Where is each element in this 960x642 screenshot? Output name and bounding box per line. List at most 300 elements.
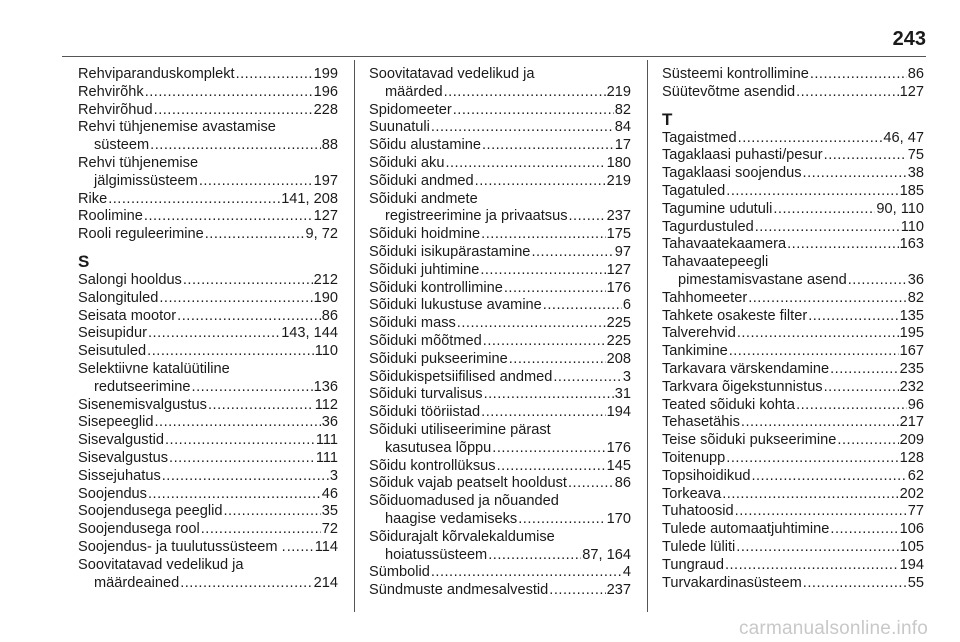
index-entry (78, 226, 338, 244)
index-entry-page-ref: 190 (313, 289, 338, 306)
index-entry (662, 236, 924, 254)
dot-leader (169, 450, 315, 468)
index-entry (369, 369, 631, 387)
index-entry-heading-line: Selektiivne katalüütiline (78, 360, 230, 377)
index-entry-page-ref: 35 (321, 503, 338, 520)
index-entry-page-ref: 84 (614, 119, 631, 136)
index-entry-page-ref: 219 (606, 172, 631, 189)
index-entry (662, 325, 924, 343)
index-entry-term: määrdeained (94, 574, 180, 591)
index-entry (78, 521, 338, 539)
index-entry-term: Salongi hooldus (78, 271, 182, 288)
index-entry-page-ref: 143, 144 (281, 325, 338, 342)
index-letter-heading: T (662, 109, 673, 129)
dot-leader (773, 201, 875, 219)
dot-leader (287, 539, 314, 557)
index-entry-page-ref: 217 (899, 414, 924, 431)
index-entry (78, 539, 338, 557)
dot-leader (145, 84, 313, 102)
dot-leader (735, 503, 907, 521)
index-entry (662, 432, 924, 450)
index-entry (662, 539, 924, 557)
dot-leader (453, 102, 614, 120)
index-entry-term: Toitenupp (662, 449, 726, 466)
index-entry-term: Tahhomeeter (662, 289, 748, 306)
index-entry-term: Sõiduki kontrollimine (369, 279, 503, 296)
index-entry-term: Süütevõtme asendid (662, 83, 796, 100)
index-entry-term: Sõiduki mass (369, 315, 456, 332)
dot-leader (488, 547, 581, 565)
dot-leader (457, 315, 606, 333)
index-entry-page-ref: 46, 47 (883, 129, 924, 146)
index-entry-page-ref: 17 (614, 137, 631, 154)
index-entry (662, 290, 924, 308)
index-entry-page-ref: 170 (606, 510, 631, 527)
index-entry (78, 84, 338, 102)
index-entry-term: Teise sõiduki pukseerimine (662, 432, 837, 449)
index-entry (662, 147, 924, 165)
index-entry-term: Teated sõiduki kohta (662, 396, 796, 413)
column-divider (354, 60, 355, 612)
index-entry-term: Rehvirõhud (78, 101, 153, 118)
index-entry (662, 84, 924, 102)
index-entry-page-ref: 46 (321, 485, 338, 502)
index-entry-term: Rehvirõhk (78, 83, 144, 100)
index-entry-page-ref: 3 (329, 467, 338, 484)
dot-leader (725, 557, 899, 575)
dot-leader (148, 486, 321, 504)
dot-leader (787, 236, 899, 254)
index-entry-term: Sõiduki isikupärastamine (369, 243, 531, 260)
index-entry-page-ref: 36 (321, 414, 338, 431)
index-entry-page-ref: 96 (907, 396, 924, 413)
index-entry-page-ref: 38 (907, 165, 924, 182)
index-entry-term: Sõiduki lukustuse avamine (369, 297, 542, 314)
index-entry-term: Sõidu alustamine (369, 137, 481, 154)
index-entry-term: Tehasetähis (662, 414, 740, 431)
index-entry-term: Turvakardinasüsteem (662, 574, 802, 591)
dot-leader (755, 219, 900, 237)
index-entry-term: pimestamisvastane asend (678, 271, 847, 288)
index-entry-page-ref: 105 (899, 538, 924, 555)
index-entry-term: Sõiduki tööriistad (369, 404, 481, 421)
index-entry (662, 397, 924, 415)
index-entry (369, 333, 631, 351)
index-entry (78, 137, 338, 155)
index-entry-term: süsteem (94, 137, 150, 154)
index-entry-term: Tagaklaasi soojendus (662, 165, 802, 182)
index-entry-heading-line: Sõiduki utiliseerimine pärast (369, 421, 551, 438)
dot-leader (553, 369, 622, 387)
index-entry-term: Tuhatoosid (662, 503, 734, 520)
index-entry-term: Sõidu kontrollüksus (369, 457, 496, 474)
watermark: carmanualsonline.info (738, 618, 928, 639)
index-entry-page-ref: 237 (606, 208, 631, 225)
dot-leader (180, 575, 312, 593)
index-entry (369, 315, 631, 333)
index-entry (78, 486, 338, 504)
index-entry (78, 102, 338, 120)
index-entry-term: Sisevalgustus (78, 449, 169, 466)
index-entry (78, 450, 338, 468)
dot-leader (736, 539, 898, 557)
index-entry-term: Soojendus- ja tuulutussüsteem . (78, 538, 286, 555)
dot-leader (751, 468, 906, 486)
index-entry-term: Sõiduki hoidmine (369, 226, 481, 243)
index-entry-term: Tagumine udutuli (662, 200, 773, 217)
index-entry-page-ref: 111 (315, 449, 338, 466)
index-entry-page-ref: 175 (606, 226, 631, 243)
index-entry-page-ref: 6 (622, 297, 631, 314)
index-entry (369, 351, 631, 369)
index-entry-page-ref: 136 (313, 378, 338, 395)
index-entry (369, 564, 631, 582)
index-entry (662, 183, 924, 201)
index-entry (78, 325, 338, 343)
index-entry-page-ref: 31 (614, 386, 631, 403)
index-entry-page-ref: 225 (606, 315, 631, 332)
index-entry-term: Tungraud (662, 556, 724, 573)
index-entry-page-ref: 194 (606, 404, 631, 421)
dot-leader (183, 272, 313, 290)
index-entry-term: Soojendusega peeglid (78, 503, 223, 520)
index-entry-heading-line: Soovitatavad vedelikud ja (369, 66, 535, 82)
index-entry (662, 414, 924, 432)
dot-leader (568, 475, 614, 493)
index-entry-page-ref: 194 (899, 556, 924, 573)
index-entry-term: Tagatuled (662, 182, 726, 199)
index-entry-page-ref: 110 (900, 218, 924, 235)
dot-leader (808, 308, 898, 326)
index-letter-heading: S (78, 251, 90, 271)
index-entry-page-ref: 4 (622, 564, 631, 581)
index-entry (662, 521, 924, 539)
dot-leader (824, 147, 907, 165)
index-entry-page-ref: 110 (314, 343, 338, 360)
index-entry (369, 440, 631, 458)
index-entry (369, 226, 631, 244)
index-entry-term: Tagurdustuled (662, 218, 754, 235)
index-entry (78, 66, 338, 84)
index-entry-term: Spidomeeter (369, 101, 452, 118)
dot-leader (199, 173, 313, 191)
index-entry (78, 432, 338, 450)
dot-leader (549, 582, 605, 600)
dot-leader (162, 468, 329, 486)
index-entry-term: Seisutuled (78, 343, 147, 360)
index-entry-term: Tarkavara värskendamine (662, 360, 830, 377)
index-entry (662, 468, 924, 486)
index-entry-page-ref: 180 (606, 154, 631, 171)
dot-leader (518, 511, 605, 529)
index-entry-term: Torkeava (662, 485, 722, 502)
index-column-1 (78, 66, 338, 592)
index-entry-page-ref: 135 (899, 307, 924, 324)
index-entry-page-ref: 163 (899, 236, 924, 253)
index-entry-page-ref: 86 (907, 66, 924, 82)
index-entry-term: Tagaistmed (662, 129, 737, 146)
index-entry (662, 66, 924, 84)
index-entry-page-ref: 219 (606, 83, 631, 100)
dot-leader (201, 521, 321, 539)
index-entry-term: Roolimine (78, 208, 143, 225)
index-entry-page-ref: 196 (313, 83, 338, 100)
index-entry-page-ref: 167 (899, 343, 924, 360)
index-entry (369, 582, 631, 600)
dot-leader (830, 521, 898, 539)
index-entry-term: Sõiduki aku (369, 154, 445, 171)
index-entry-page-ref: 82 (614, 101, 631, 118)
index-entry-page-ref: 111 (315, 432, 338, 449)
index-entry-term: haagise vedamiseks (385, 510, 518, 527)
dot-leader (480, 262, 605, 280)
index-entry (78, 308, 338, 326)
index-entry (662, 272, 924, 290)
dot-leader (848, 272, 907, 290)
index-entry-page-ref: 214 (313, 574, 338, 591)
index-entry-heading-line: Tahavaatepeegli (662, 254, 769, 271)
index-entry (369, 84, 631, 102)
index-entry-term: Sõidukispetsiifilised andmed (369, 368, 553, 385)
index-entry-page-ref: 225 (606, 332, 631, 349)
index-entry-page-ref: 228 (313, 101, 338, 118)
index-entry (78, 379, 338, 397)
index-entry-term: Tulede lüliti (662, 538, 736, 555)
index-entry-term: Rehviparanduskomplekt (78, 66, 235, 82)
index-entry-page-ref: 141, 208 (281, 190, 338, 207)
index-entry-page-ref: 209 (899, 432, 924, 449)
dot-leader (208, 397, 314, 415)
index-entry-term: redutseerimine (94, 378, 191, 395)
index-entry-term: Sümbolid (369, 564, 430, 581)
index-entry (369, 262, 631, 280)
index-entry-page-ref: 72 (321, 521, 338, 538)
dot-leader (737, 325, 899, 343)
index-entry-page-ref: 199 (313, 66, 338, 82)
index-entry-term: Salongituled (78, 289, 159, 306)
dot-leader (741, 414, 899, 432)
index-entry-page-ref: 197 (313, 172, 338, 189)
index-entry-heading-line: Rehvi tühjenemise (78, 154, 199, 171)
index-entry-page-ref: 232 (899, 378, 924, 395)
index-entry-page-ref: 195 (899, 325, 924, 342)
index-entry (662, 308, 924, 326)
dot-leader (803, 165, 907, 183)
index-entry (369, 244, 631, 262)
index-entry-term: jälgimissüsteem (94, 172, 198, 189)
index-entry-page-ref: 55 (907, 574, 924, 591)
dot-leader (159, 290, 312, 308)
dot-leader (147, 343, 314, 361)
dot-leader (726, 450, 898, 468)
index-entry (369, 458, 631, 476)
dot-leader (497, 458, 606, 476)
index-entry (369, 475, 631, 493)
index-entry-page-ref: 88 (321, 137, 338, 154)
dot-leader (504, 280, 606, 298)
index-entry (369, 208, 631, 226)
index-entry-page-ref: 176 (606, 279, 631, 296)
dot-leader (236, 66, 313, 84)
index-entry-page-ref: 3 (622, 368, 631, 385)
index-entry (662, 486, 924, 504)
index-entry-term: Tankimine (662, 343, 728, 360)
index-entry-term: Talverehvid (662, 325, 736, 342)
dot-leader (150, 137, 321, 155)
index-entry (369, 386, 631, 404)
header-rule (62, 56, 926, 57)
index-entry-heading-line: Sõiduki andmete (369, 190, 478, 207)
dot-leader (205, 226, 305, 244)
dot-leader (837, 432, 898, 450)
index-entry (369, 173, 631, 191)
index-entry-term: Tulede automaatjuhtimine (662, 521, 830, 538)
index-entry (78, 191, 338, 209)
dot-leader (482, 137, 614, 155)
index-entry (369, 119, 631, 137)
index-entry-page-ref: 9, 72 (305, 226, 338, 243)
index-entry-term: Sõiduki juhtimine (369, 261, 480, 278)
index-entry-term: Sõiduk vajab peatselt hooldust (369, 475, 567, 492)
index-entry (78, 468, 338, 486)
index-entry-page-ref: 176 (606, 439, 631, 456)
index-entry (369, 511, 631, 529)
dot-leader (481, 404, 606, 422)
dot-leader (223, 503, 320, 521)
index-entry (78, 343, 338, 361)
index-entry-term: Sündmuste andmesalvestid (369, 582, 549, 599)
dot-leader (729, 343, 899, 361)
index-entry-term: Soojendusega rool (78, 521, 200, 538)
dot-leader (445, 155, 605, 173)
index-entry (78, 503, 338, 521)
index-column-3 (662, 66, 924, 592)
dot-leader (810, 66, 907, 84)
index-entry (662, 165, 924, 183)
index-entry-term: määrded (385, 83, 443, 100)
dot-leader (154, 102, 313, 120)
index-entry-term: Süsteemi kontrollimine (662, 66, 809, 82)
index-entry (369, 547, 631, 565)
index-entry-term: Seisupidur (78, 325, 147, 342)
dot-leader (796, 397, 907, 415)
index-entry (662, 379, 924, 397)
index-entry-term: Sõiduki mõõtmed (369, 332, 482, 349)
index-entry-page-ref: 127 (313, 208, 338, 225)
index-entry-page-ref: 36 (907, 271, 924, 288)
dot-leader (509, 351, 606, 369)
index-entry-page-ref: 112 (314, 396, 338, 413)
index-entry (662, 450, 924, 468)
index-entry-term: Tahkete osakeste filter (662, 307, 808, 324)
dot-leader (444, 84, 606, 102)
index-entry (369, 137, 631, 155)
dot-leader (431, 119, 614, 137)
index-entry-page-ref: 145 (606, 457, 631, 474)
page-number: 243 (892, 28, 926, 50)
index-entry-heading-line: Sõidurajalt kõrvalekaldumise (369, 528, 555, 545)
index-entry-page-ref: 97 (614, 243, 631, 260)
dot-leader (484, 386, 614, 404)
index-entry-page-ref: 212 (313, 271, 338, 288)
dot-leader (492, 440, 605, 458)
index-entry (662, 130, 924, 148)
index-entry-term: Tahavaatekaamera (662, 236, 787, 253)
dot-leader (483, 333, 606, 351)
dot-leader (531, 244, 613, 262)
index-entry-page-ref: 114 (314, 538, 338, 555)
index-entry-page-ref: 82 (907, 289, 924, 306)
index-entry (662, 361, 924, 379)
index-entry-heading-line: Soovitatavad vedelikud ja (78, 556, 244, 573)
index-entry-term: Rike (78, 190, 108, 207)
index-entry (662, 201, 924, 219)
dot-leader (108, 191, 280, 209)
index-entry (78, 397, 338, 415)
index-entry-term: Seisata mootor (78, 307, 177, 324)
index-entry-page-ref: 77 (907, 503, 924, 520)
dot-leader (738, 130, 883, 148)
index-entry-page-ref: 128 (899, 449, 924, 466)
index-entry-term: hoiatussüsteem (385, 546, 488, 563)
dot-leader (830, 361, 899, 379)
index-entry-page-ref: 235 (899, 360, 924, 377)
column-divider (647, 60, 648, 612)
dot-leader (192, 379, 313, 397)
index-entry-term: Sisepeeglid (78, 414, 154, 431)
index-entry-page-ref: 87, 164 (582, 546, 631, 563)
dot-leader (803, 575, 907, 593)
index-entry-term: Topsihoidikud (662, 467, 751, 484)
index-entry (369, 297, 631, 315)
dot-leader (543, 297, 622, 315)
index-entry-page-ref: 75 (907, 147, 924, 164)
index-entry (662, 575, 924, 593)
index-entry-page-ref: 208 (606, 350, 631, 367)
dot-leader (144, 208, 313, 226)
index-entry-page-ref: 86 (321, 307, 338, 324)
dot-leader (569, 208, 606, 226)
index-entry (662, 557, 924, 575)
index-entry (78, 208, 338, 226)
index-entry-page-ref: 86 (614, 475, 631, 492)
dot-leader (748, 290, 907, 308)
index-entry-page-ref: 127 (606, 261, 631, 278)
index-entry-term: Soojendus (78, 485, 147, 502)
dot-leader (148, 325, 280, 343)
index-entry-term: Sisenemisvalgustus (78, 396, 207, 413)
index-entry (369, 404, 631, 422)
index-entry-term: Tarkvara õigekstunnistus (662, 378, 823, 395)
index-entry-page-ref: 185 (899, 182, 924, 199)
dot-leader (177, 308, 321, 326)
index-entry-heading-line: Sõiduomadused ja nõuanded (369, 493, 559, 510)
index-entry-term: Suunatuli (369, 119, 430, 136)
index-entry (662, 219, 924, 237)
dot-leader (722, 486, 898, 504)
index-entry-page-ref: 127 (899, 83, 924, 100)
index-entry-term: Sõiduki pukseerimine (369, 350, 508, 367)
index-entry-page-ref: 90, 110 (876, 200, 924, 217)
index-entry-heading-line: Rehvi tühjenemise avastamise (78, 119, 276, 136)
index-entry-term: Sissejuhatus (78, 467, 161, 484)
dot-leader (726, 183, 898, 201)
index-entry (369, 155, 631, 173)
index-entry (662, 503, 924, 521)
index-entry-term: Sõiduki andmed (369, 172, 474, 189)
dot-leader (165, 432, 315, 450)
index-entry-term: Sisevalgustid (78, 432, 164, 449)
